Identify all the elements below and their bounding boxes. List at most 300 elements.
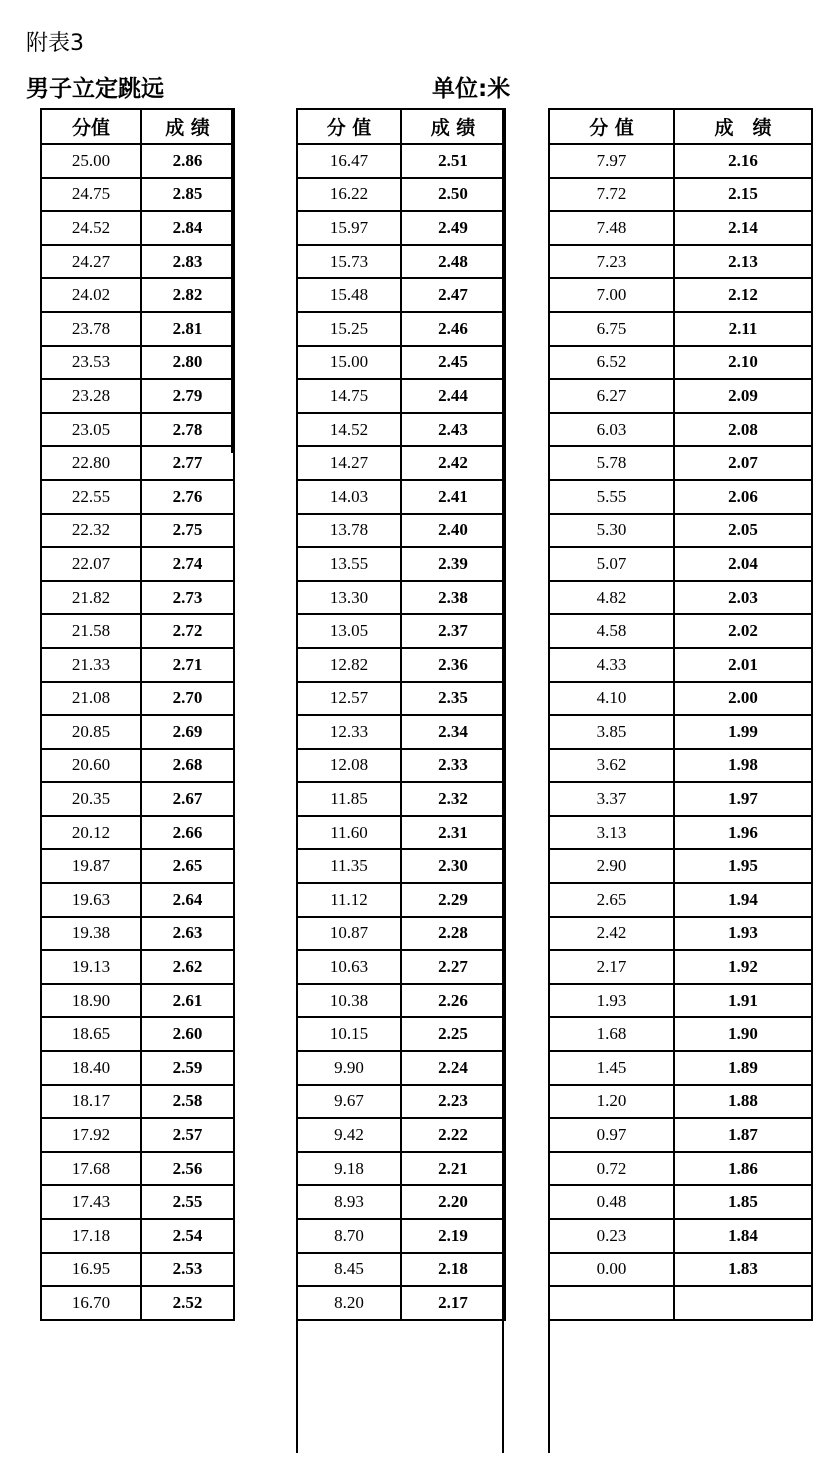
result-value: 2.05 [674, 514, 812, 548]
table-row [297, 648, 505, 682]
result-value: 2.24 [401, 1051, 505, 1085]
result-value: 2.40 [401, 514, 505, 548]
table-row [549, 614, 812, 648]
score-value: 17.43 [41, 1185, 141, 1219]
score-value: 14.27 [297, 446, 401, 480]
result-value: 1.92 [674, 950, 812, 984]
table-row [549, 547, 812, 581]
result-value: 2.54 [141, 1219, 234, 1253]
result-value: 2.60 [141, 1017, 234, 1051]
result-value: 2.32 [401, 782, 505, 816]
table-row [549, 1253, 812, 1287]
table-row [549, 749, 812, 783]
table-row [41, 749, 234, 783]
score-value: 15.48 [297, 278, 401, 312]
result-value: 2.10 [674, 346, 812, 380]
result-value: 2.49 [401, 211, 505, 245]
score-value: 20.12 [41, 816, 141, 850]
score-value: 16.70 [41, 1286, 141, 1320]
score-value: 15.25 [297, 312, 401, 346]
table-row [41, 446, 234, 480]
result-value: 2.44 [401, 379, 505, 413]
result-value: 2.12 [674, 278, 812, 312]
table-row [549, 1085, 812, 1119]
score-value: 24.52 [41, 211, 141, 245]
score-value: 11.12 [297, 883, 401, 917]
score-value: 4.33 [549, 648, 674, 682]
result-value: 2.36 [401, 648, 505, 682]
result-value: 2.63 [141, 917, 234, 951]
score-value: 7.48 [549, 211, 674, 245]
result-value: 2.50 [401, 178, 505, 212]
score-value: 4.82 [549, 581, 674, 615]
score-value: 9.90 [297, 1051, 401, 1085]
score-value: 23.78 [41, 312, 141, 346]
score-value: 6.27 [549, 379, 674, 413]
column-header-result: 成 绩 [674, 109, 812, 144]
score-table-right [548, 108, 813, 1321]
score-value: 20.85 [41, 715, 141, 749]
result-value: 2.07 [674, 446, 812, 480]
result-value: 2.79 [141, 379, 234, 413]
result-value: 2.69 [141, 715, 234, 749]
score-value: 1.20 [549, 1085, 674, 1119]
result-value: 2.39 [401, 547, 505, 581]
table-row [297, 581, 505, 615]
table-row [41, 1085, 234, 1119]
score-value: 20.35 [41, 782, 141, 816]
table-row [297, 849, 505, 883]
table-row [297, 1219, 505, 1253]
result-value: 2.13 [674, 245, 812, 279]
table-row [41, 581, 234, 615]
result-value: 1.93 [674, 917, 812, 951]
score-table-middle [296, 108, 506, 1321]
result-value: 1.97 [674, 782, 812, 816]
result-value: 2.02 [674, 614, 812, 648]
result-value: 2.19 [401, 1219, 505, 1253]
table-row [297, 749, 505, 783]
score-value: 18.40 [41, 1051, 141, 1085]
table-row [549, 1185, 812, 1219]
table-row [41, 1051, 234, 1085]
result-value [674, 1286, 812, 1320]
table-row [297, 1118, 505, 1152]
result-value: 2.35 [401, 682, 505, 716]
score-value: 10.87 [297, 917, 401, 951]
result-value: 1.84 [674, 1219, 812, 1253]
table-row [297, 1286, 505, 1320]
table-row [41, 178, 234, 212]
table-row [549, 312, 812, 346]
score-value: 23.53 [41, 346, 141, 380]
result-value: 2.14 [674, 211, 812, 245]
score-value: 14.52 [297, 413, 401, 447]
table-row [41, 816, 234, 850]
score-value: 17.68 [41, 1152, 141, 1186]
table-row [297, 950, 505, 984]
score-value: 16.22 [297, 178, 401, 212]
table-row [297, 547, 505, 581]
score-value: 15.97 [297, 211, 401, 245]
table-row [549, 446, 812, 480]
result-value: 2.84 [141, 211, 234, 245]
score-value: 0.97 [549, 1118, 674, 1152]
table-row [41, 883, 234, 917]
score-value: 15.00 [297, 346, 401, 380]
table-row [297, 379, 505, 413]
result-value: 2.75 [141, 514, 234, 548]
table-row [297, 883, 505, 917]
table-row [549, 1286, 812, 1320]
score-value: 10.38 [297, 984, 401, 1018]
score-value: 1.45 [549, 1051, 674, 1085]
result-value: 2.45 [401, 346, 505, 380]
score-value: 12.57 [297, 682, 401, 716]
result-value: 2.17 [401, 1286, 505, 1320]
score-value: 23.05 [41, 413, 141, 447]
result-value: 2.34 [401, 715, 505, 749]
score-value: 10.63 [297, 950, 401, 984]
score-value: 1.93 [549, 984, 674, 1018]
table-row [297, 1152, 505, 1186]
table-row [297, 1085, 505, 1119]
result-value: 2.37 [401, 614, 505, 648]
table-row [297, 614, 505, 648]
score-value: 23.28 [41, 379, 141, 413]
result-value: 2.85 [141, 178, 234, 212]
result-value: 2.59 [141, 1051, 234, 1085]
table-row [41, 346, 234, 380]
score-value: 7.97 [549, 144, 674, 178]
table-row [41, 379, 234, 413]
result-value: 1.83 [674, 1253, 812, 1287]
table-row [549, 581, 812, 615]
score-value: 2.42 [549, 917, 674, 951]
table-row [41, 547, 234, 581]
result-value: 2.66 [141, 816, 234, 850]
score-value: 15.73 [297, 245, 401, 279]
score-value: 19.63 [41, 883, 141, 917]
result-value: 2.42 [401, 446, 505, 480]
table-row [41, 1219, 234, 1253]
score-value: 22.32 [41, 514, 141, 548]
table-row [41, 1118, 234, 1152]
score-value: 8.45 [297, 1253, 401, 1287]
result-value: 2.30 [401, 849, 505, 883]
result-value: 2.20 [401, 1185, 505, 1219]
result-value: 2.15 [674, 178, 812, 212]
score-value: 21.33 [41, 648, 141, 682]
result-value: 2.29 [401, 883, 505, 917]
score-value: 3.85 [549, 715, 674, 749]
result-value: 2.51 [401, 144, 505, 178]
table-row [549, 144, 812, 178]
table-row [297, 446, 505, 480]
table-row [41, 648, 234, 682]
score-value: 8.70 [297, 1219, 401, 1253]
score-value: 5.55 [549, 480, 674, 514]
score-value: 0.72 [549, 1152, 674, 1186]
score-value: 19.87 [41, 849, 141, 883]
table-row [297, 346, 505, 380]
result-value: 2.61 [141, 984, 234, 1018]
table-row [549, 682, 812, 716]
table-row [297, 480, 505, 514]
score-value: 10.15 [297, 1017, 401, 1051]
header-row [297, 109, 505, 144]
score-value: 9.18 [297, 1152, 401, 1186]
result-value: 2.73 [141, 581, 234, 615]
score-value: 14.75 [297, 379, 401, 413]
table-row [297, 413, 505, 447]
column-header-result: 成 绩 [401, 109, 505, 144]
score-value: 16.47 [297, 144, 401, 178]
result-value: 2.71 [141, 648, 234, 682]
column-header-score: 分 值 [549, 109, 674, 144]
score-value: 19.38 [41, 917, 141, 951]
score-value: 18.90 [41, 984, 141, 1018]
table-row [549, 1152, 812, 1186]
score-value: 11.60 [297, 816, 401, 850]
result-value: 2.67 [141, 782, 234, 816]
table-row [549, 346, 812, 380]
result-value: 2.53 [141, 1253, 234, 1287]
score-value: 0.23 [549, 1219, 674, 1253]
result-value: 1.85 [674, 1185, 812, 1219]
score-value: 22.07 [41, 547, 141, 581]
score-value: 13.78 [297, 514, 401, 548]
score-value: 11.35 [297, 849, 401, 883]
score-value: 18.17 [41, 1085, 141, 1119]
result-value: 2.31 [401, 816, 505, 850]
score-value: 8.20 [297, 1286, 401, 1320]
score-value: 22.80 [41, 446, 141, 480]
result-value: 2.03 [674, 581, 812, 615]
result-value: 2.38 [401, 581, 505, 615]
table-row [297, 312, 505, 346]
result-value: 2.16 [674, 144, 812, 178]
score-value: 14.03 [297, 480, 401, 514]
score-value: 12.33 [297, 715, 401, 749]
table-row [549, 413, 812, 447]
table-row [297, 816, 505, 850]
score-value: 2.17 [549, 950, 674, 984]
result-value: 1.94 [674, 883, 812, 917]
score-value: 9.67 [297, 1085, 401, 1119]
result-value: 1.86 [674, 1152, 812, 1186]
score-value: 5.07 [549, 547, 674, 581]
table-row [41, 1185, 234, 1219]
result-value: 2.76 [141, 480, 234, 514]
table-row [549, 950, 812, 984]
table-row [297, 211, 505, 245]
score-value: 17.18 [41, 1219, 141, 1253]
result-value: 1.99 [674, 715, 812, 749]
score-value: 0.00 [549, 1253, 674, 1287]
result-value: 2.04 [674, 547, 812, 581]
result-value: 2.43 [401, 413, 505, 447]
table-row [41, 480, 234, 514]
score-value: 17.92 [41, 1118, 141, 1152]
table-row [41, 682, 234, 716]
score-value [549, 1286, 674, 1320]
table-row [297, 984, 505, 1018]
result-value: 1.95 [674, 849, 812, 883]
table-row [297, 1051, 505, 1085]
table-row [297, 1185, 505, 1219]
table-row [549, 480, 812, 514]
result-value: 2.83 [141, 245, 234, 279]
score-value: 5.30 [549, 514, 674, 548]
table-row [41, 950, 234, 984]
score-value: 21.82 [41, 581, 141, 615]
table-row [549, 816, 812, 850]
score-value: 13.05 [297, 614, 401, 648]
table-row [41, 715, 234, 749]
column-gap-1 [231, 108, 298, 453]
score-value: 7.00 [549, 278, 674, 312]
result-value: 2.74 [141, 547, 234, 581]
table-row [41, 1152, 234, 1186]
result-value: 1.96 [674, 816, 812, 850]
score-value: 5.78 [549, 446, 674, 480]
score-value: 21.58 [41, 614, 141, 648]
score-value: 3.62 [549, 749, 674, 783]
table-row [549, 1017, 812, 1051]
column-gap-3 [502, 108, 550, 1453]
table-row [549, 1219, 812, 1253]
score-value: 2.65 [549, 883, 674, 917]
table-row [297, 682, 505, 716]
table-row [297, 144, 505, 178]
table-row [549, 917, 812, 951]
table-row [41, 312, 234, 346]
result-value: 2.23 [401, 1085, 505, 1119]
table-row [549, 245, 812, 279]
result-value: 2.68 [141, 749, 234, 783]
result-value: 2.18 [401, 1253, 505, 1287]
column-gap-2 [231, 930, 298, 1453]
table-row [549, 1118, 812, 1152]
result-value: 2.01 [674, 648, 812, 682]
result-value: 1.87 [674, 1118, 812, 1152]
score-value: 13.30 [297, 581, 401, 615]
score-value: 1.68 [549, 1017, 674, 1051]
table-row [549, 379, 812, 413]
result-value: 2.77 [141, 446, 234, 480]
score-value: 24.02 [41, 278, 141, 312]
score-value: 3.13 [549, 816, 674, 850]
table-row [41, 413, 234, 447]
result-value: 2.82 [141, 278, 234, 312]
result-value: 1.90 [674, 1017, 812, 1051]
score-value: 6.52 [549, 346, 674, 380]
score-table-left [40, 108, 235, 1321]
table-row [41, 144, 234, 178]
score-value: 12.08 [297, 749, 401, 783]
result-value: 1.91 [674, 984, 812, 1018]
table-row [549, 715, 812, 749]
table-row [297, 178, 505, 212]
unit-label: 单位:米 [432, 76, 511, 102]
score-value: 6.75 [549, 312, 674, 346]
result-value: 2.65 [141, 849, 234, 883]
appendix-label: 附表3 [26, 31, 84, 56]
result-value: 2.00 [674, 682, 812, 716]
header-row [549, 109, 812, 144]
score-value: 11.85 [297, 782, 401, 816]
table-row [549, 648, 812, 682]
table-row [549, 1051, 812, 1085]
table-row [41, 211, 234, 245]
result-value: 1.89 [674, 1051, 812, 1085]
table-row [297, 917, 505, 951]
table-row [41, 245, 234, 279]
score-value: 24.27 [41, 245, 141, 279]
result-value: 2.78 [141, 413, 234, 447]
table-row [549, 178, 812, 212]
result-value: 2.25 [401, 1017, 505, 1051]
table-row [41, 278, 234, 312]
table-row [297, 514, 505, 548]
table-row [549, 883, 812, 917]
result-value: 2.58 [141, 1085, 234, 1119]
score-value: 21.08 [41, 682, 141, 716]
score-value: 6.03 [549, 413, 674, 447]
table-row [549, 211, 812, 245]
result-value: 2.56 [141, 1152, 234, 1186]
table-row [297, 245, 505, 279]
result-value: 2.47 [401, 278, 505, 312]
result-value: 2.86 [141, 144, 234, 178]
table-row [41, 614, 234, 648]
result-value: 2.27 [401, 950, 505, 984]
result-value: 2.64 [141, 883, 234, 917]
column-header-result: 成 绩 [141, 109, 234, 144]
result-value: 2.11 [674, 312, 812, 346]
column-header-score: 分值 [41, 109, 141, 144]
score-value: 9.42 [297, 1118, 401, 1152]
score-value: 18.65 [41, 1017, 141, 1051]
score-value: 20.60 [41, 749, 141, 783]
result-value: 1.98 [674, 749, 812, 783]
result-value: 2.28 [401, 917, 505, 951]
score-value: 24.75 [41, 178, 141, 212]
score-value: 2.90 [549, 849, 674, 883]
table-row [297, 782, 505, 816]
table-row [549, 984, 812, 1018]
result-value: 2.62 [141, 950, 234, 984]
table-row [297, 715, 505, 749]
score-value: 7.72 [549, 178, 674, 212]
result-value: 2.72 [141, 614, 234, 648]
score-value: 7.23 [549, 245, 674, 279]
score-value: 4.10 [549, 682, 674, 716]
result-value: 2.08 [674, 413, 812, 447]
result-value: 2.06 [674, 480, 812, 514]
table-title: 男子立定跳远 [26, 76, 164, 102]
table-row [297, 1017, 505, 1051]
table-row [297, 1253, 505, 1287]
score-value: 3.37 [549, 782, 674, 816]
table-row [549, 849, 812, 883]
result-value: 2.81 [141, 312, 234, 346]
result-value: 2.80 [141, 346, 234, 380]
score-value: 4.58 [549, 614, 674, 648]
table-row [41, 1253, 234, 1287]
score-value: 25.00 [41, 144, 141, 178]
